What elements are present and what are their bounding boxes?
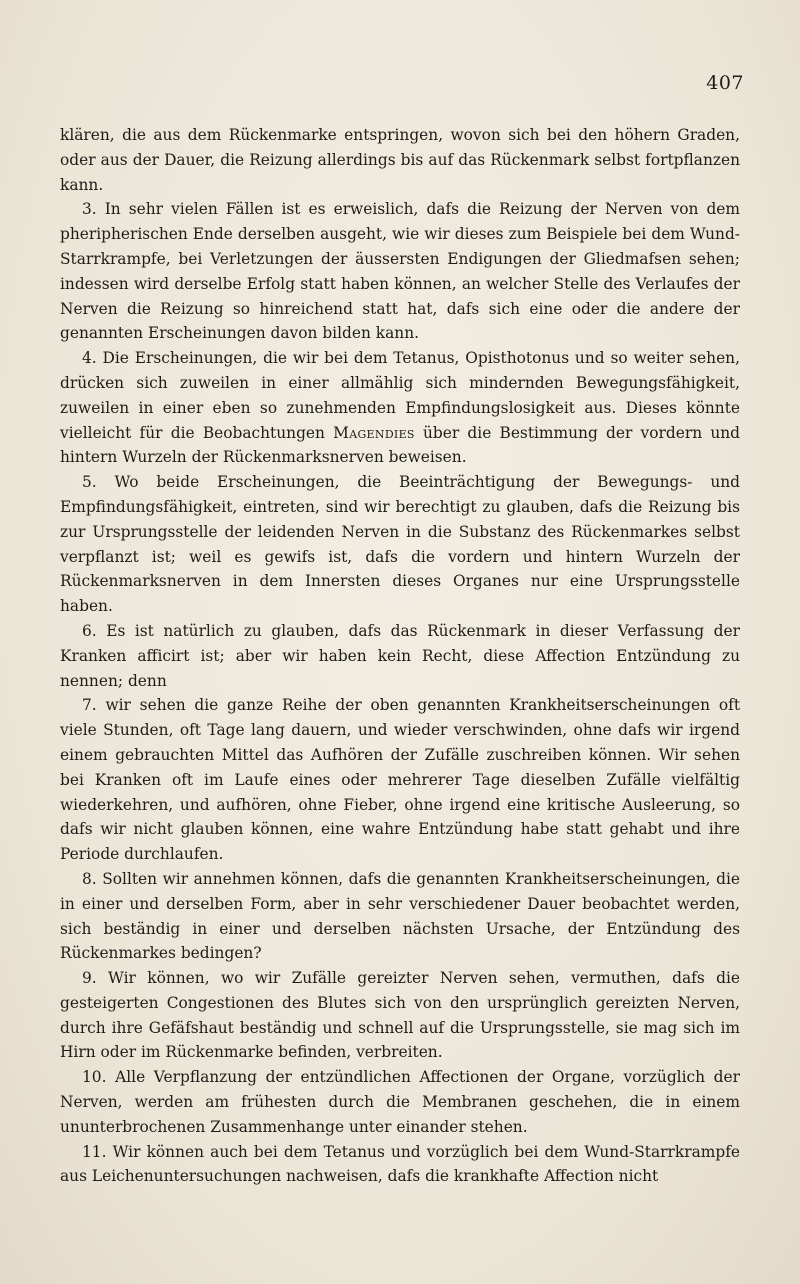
paragraph-6: 6. Es ist natürlich zu glauben, dafs das Rückenmark in dieser Verfassung der Kranken afficirt ist; aber wir haben kein Recht, diese Affection Entzündung zu nennen; denn xyxy=(60,621,740,690)
paragraph-11: 11. Wir können auch bei dem Tetanus und vorzüglich bei dem Wund-Starrkrampfe aus Leichenuntersuchungen nachweisen, dafs die krankhafte Affection nicht xyxy=(60,1142,740,1186)
author-name-magendie: Magendies xyxy=(333,423,415,442)
paragraph-4 xyxy=(60,346,740,470)
body-text xyxy=(60,123,740,1189)
paragraph-10: 10. Alle Verpflanzung der entzündlichen Affectionen der Organe, vorzüglich der Nerven, werden am frühesten durch die Membranen geschehen, die in einem ununterbrochenen Zusammenhange unter einander stehen. xyxy=(60,1068,740,1136)
paragraph-4-text-after: über die Bestimmung der vordern und hintern Wurzeln der Rückenmarksnerven beweisen. xyxy=(60,423,740,467)
paragraph-5: 5. Wo beide Erscheinungen, die Beeinträchtigung der Bewegungs- und Empfindungsfähigkeit, eintreten, sind wir berechtigt zu glauben, dafs die Reizung bis zur Ursprungsstelle der leidenden Nerven in die Substanz des Rückenmarkes selbst verpflanzt ist; weil es gewifs ist, dafs die vordern und hintern Wurzeln der Rückenmarksnerven in dem Innersten dieses Organes nur eine Ursprungsstelle haben. xyxy=(60,473,740,616)
paragraph-3: 3. In sehr vielen Fällen ist es erweislich, dafs die Reizung der Nerven von dem pheripherischen Ende derselben ausgeht, wie wir dieses zum Beispiele bei dem Wund-Starrkrampfe, bei Verletzungen der äussersten Endigungen der Gliedmafsen sehen; indessen wird derselbe Erfolg statt haben können, an welcher Stelle des Verlaufes der Nerven die Reizung so hinreichend statt hat, dafs sich eine oder die andere der genannten Erscheinungen davon bilden kann. xyxy=(60,200,740,343)
paragraph-4-text-before: 4. Die Erscheinungen, die wir bei dem Tetanus, Opisthotonus und so weiter sehen, drücken sich zuweilen in einer allmählig sich mindernden Bewegungsfähigkeit, zuweilen in einer eben so zunehmenden Empfindungslosigkeit aus. Dieses könnte vielleicht für die Beobachtungen xyxy=(60,349,740,442)
page-number: 407 xyxy=(706,72,744,94)
paragraph-8: 8. Sollten wir annehmen können, dafs die genannten Krankheitserscheinungen, die in einer und derselben Form, aber in sehr verschiedener Dauer beobachtet werden, sich beständig in einer und derselben nächsten Ursache, der Entzündung des Rückenmarkes bedingen? xyxy=(60,869,740,963)
paragraph-7: 7. wir sehen die ganze Reihe der oben genannten Krankheitserscheinungen oft viele Stunden, oft Tage lang dauern, und wieder verschwinden, ohne dafs wir irgend einem gebrauchten Mittel das Aufhören der Zufälle zuschreiben können. Wir sehen bei Kranken oft im Laufe eines oder mehrerer Tage dieselben Zufälle vielfältig wiederkehren, und aufhören, ohne Fieber, ohne irgend eine kritische Ausleerung, so dafs wir nicht glauben können, eine wahre Entzündung habe statt gehabt und ihre Periode durchlaufen. xyxy=(60,696,740,864)
paragraph-continuation: klären, die aus dem Rückenmarke entspringen, wovon sich bei den höhern Graden, oder aus der Dauer, die Reizung allerdings bis auf das Rückenmark selbst fortpflanzen kann. xyxy=(60,126,740,194)
paragraph-9: 9. Wir können, wo wir Zufälle gereizter Nerven sehen, vermuthen, dafs die gesteigerten Congestionen des Blutes sich von den ursprünglich gereizten Nerven, durch ihre Gefäfshaut beständig und schnell auf die Ursprungsstelle, sie mag sich im Hirn oder im Rückenmarke befinden, verbreiten. xyxy=(60,969,740,1062)
